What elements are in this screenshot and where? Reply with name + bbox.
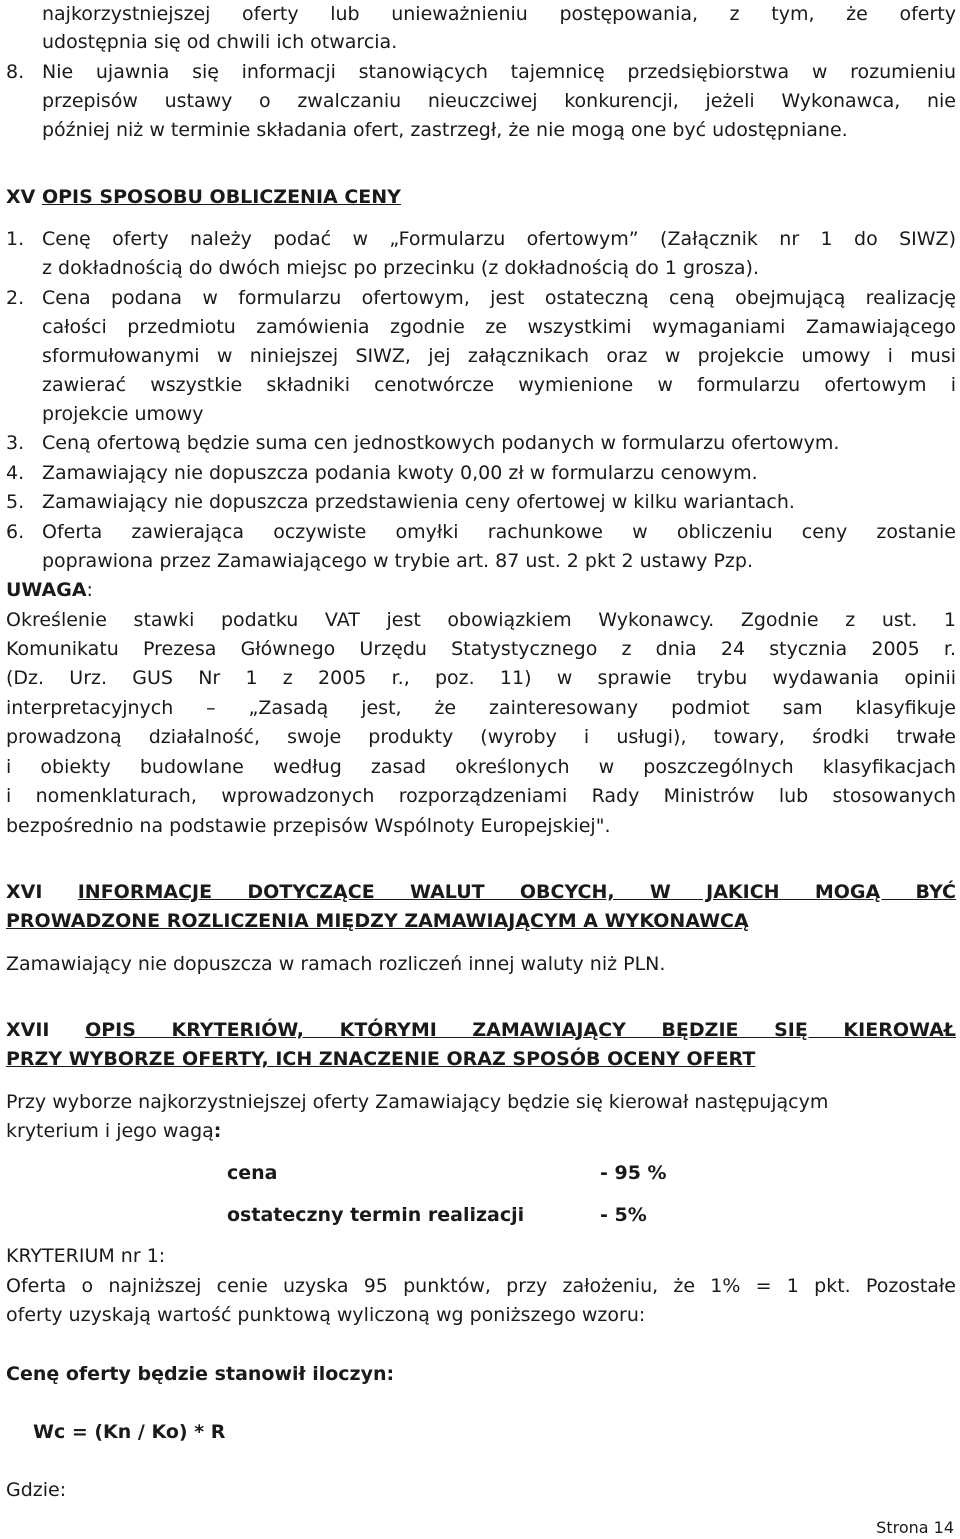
criterion-2-name: ostateczny termin realizacji xyxy=(227,1204,525,1226)
section-16-title-line-2: PROWADZONE ROZLICZENIA MIĘDZY ZAMAWIAJĄCYM A WYKONAWCĄ xyxy=(6,910,749,932)
item-8-number: 8. xyxy=(6,61,25,83)
note-line-1: Określenie stawki podatku VAT jest obowiązkiem Wykonawcy. Zgodnie z ust. 1 xyxy=(6,609,956,631)
section-17-heading-line-2 xyxy=(6,1045,755,1073)
note-line-6: i obiekty budowlane według zasad określonych w poszczególnych klasyfikacjach xyxy=(6,756,956,778)
note-colon: : xyxy=(86,579,93,601)
price-formula: Wc = (Kn / Ko) * R xyxy=(33,1421,226,1443)
criterion-1-desc-line-2: oferty uzyskają wartość punktową wyliczoną wg poniższego wzoru: xyxy=(6,1304,646,1326)
criterion-2-weight: - 5% xyxy=(600,1204,647,1226)
note-heading xyxy=(6,576,93,604)
section-17-intro-colon: : xyxy=(213,1120,222,1142)
s15-item-5-line-1: Zamawiający nie dopuszcza przedstawienia ceny ofertowej w kilku wariantach. xyxy=(42,491,795,513)
s15-item-2-line-1: Cena podana w formularzu ofertowym, jest ostateczną ceną obejmującą realizację xyxy=(42,287,956,309)
s15-item-1-line-2: z dokładnością do dwóch miejsc po przecinku (z dokładnością do 1 grosza). xyxy=(42,257,760,279)
intro-line-1: najkorzystniejszej oferty lub unieważnieniu postępowania, z tym, że oferty xyxy=(42,3,956,25)
section-17-title-line-1: OPIS KRYTERIÓW, KTÓRYMI ZAMAWIAJĄCY BĘDZIE SIĘ KIEROWAŁ xyxy=(85,1019,956,1041)
criterion-1-weight: - 95 % xyxy=(600,1162,667,1184)
note-line-4: interpretacyjnych – „Zasadą jest, że zainteresowany podmiot sam klasyfikuje xyxy=(6,697,956,719)
criterion-1-desc-line-1: Oferta o najniższej cenie uzyska 95 punktów, przy założeniu, że 1% = 1 pkt. Pozostałe xyxy=(6,1275,956,1297)
item-8-line-1: Nie ujawnia się informacji stanowiących tajemnicę przedsiębiorstwa w rozumieniu xyxy=(42,61,956,83)
s15-item-2-line-4: zawierać wszystkie składniki cenotwórcze wymienione w formularzu ofertowym i xyxy=(42,374,956,396)
section-17-intro-line-2 xyxy=(6,1117,221,1145)
criterion-1-name: cena xyxy=(227,1162,278,1184)
s15-item-2-line-3: sformułowanymi w niniejszej SIWZ, jej załącznikach oraz w projekcie umowy i musi xyxy=(42,345,956,367)
s15-item-4-line-1: Zamawiający nie dopuszcza podania kwoty 0,00 zł w formularzu cenowym. xyxy=(42,462,758,484)
note-line-5: prowadzoną działalność, swoje produkty (wyroby i usługi), towary, środki trwałe xyxy=(6,726,956,748)
criterion-1-label: KRYTERIUM nr 1: xyxy=(6,1245,166,1267)
section-16-heading-line-1 xyxy=(6,878,956,906)
section-17-intro-text: kryterium i jego wagą xyxy=(6,1120,214,1142)
item-8-line-3: później niż w terminie składania ofert, zastrzegł, że nie mogą one być udostępniane. xyxy=(42,119,848,141)
section-15-heading xyxy=(6,183,401,211)
s15-item-6-line-2: poprawiona przez Zamawiającego w trybie art. 87 ust. 2 pkt 2 ustawy Pzp. xyxy=(42,550,753,572)
section-15-title: OPIS SPOSOBU OBLICZENIA CENY xyxy=(41,186,401,208)
note-line-2: Komunikatu Prezesa Głównego Urzędu Statystycznego z dnia 24 stycznia 2005 r. xyxy=(6,638,956,660)
s15-item-3-number: 3. xyxy=(6,432,25,454)
note-line-7: i nomenklaturach, wprowadzonych rozporządzeniami Rady Ministrów lub stosowanych xyxy=(6,785,956,807)
s15-item-2-line-2: całości przedmiotu zamówienia zgodnie ze wszystkimi wymaganiami Zamawiającego xyxy=(42,316,956,338)
intro-line-2: udostępnia się od chwili ich otwarcia. xyxy=(42,31,398,53)
s15-item-5-number: 5. xyxy=(6,491,25,513)
section-17-prefix: XVII xyxy=(6,1019,50,1041)
section-17-intro-line-1: Przy wyborze najkorzystniejszej oferty Zamawiający będzie się kierował następującym xyxy=(6,1091,829,1113)
where-label: Gdzie: xyxy=(6,1479,67,1501)
section-16-title-line-1: INFORMACJE DOTYCZĄCE WALUT OBCYCH, W JAKICH MOGĄ BYĆ xyxy=(77,881,956,903)
section-15-prefix: XV xyxy=(6,186,36,208)
section-16-heading-line-2 xyxy=(6,907,749,935)
section-16-body: Zamawiający nie dopuszcza w ramach rozliczeń innej waluty niż PLN. xyxy=(6,953,666,975)
page-number: Strona 14 xyxy=(876,1518,954,1537)
section-17-title-line-2: PRZY WYBORZE OFERTY, ICH ZNACZENIE ORAZ SPOSÓB OCENY OFERT xyxy=(6,1048,756,1070)
s15-item-2-number: 2. xyxy=(6,287,25,309)
s15-item-4-number: 4. xyxy=(6,462,25,484)
product-label: Cenę oferty będzie stanowił iloczyn: xyxy=(6,1363,395,1385)
s15-item-2-line-5: projekcie umowy xyxy=(42,403,204,425)
s15-item-6-line-1: Oferta zawierająca oczywiste omyłki rachunkowe w obliczeniu ceny zostanie xyxy=(42,521,956,543)
section-16-prefix: XVI xyxy=(6,881,43,903)
section-17-heading-line-1 xyxy=(6,1016,956,1044)
note-line-8: bezpośrednio na podstawie przepisów Wspólnoty Europejskiej". xyxy=(6,815,611,837)
s15-item-3-line-1: Ceną ofertową będzie suma cen jednostkowych podanych w formularzu ofertowym. xyxy=(42,432,840,454)
s15-item-1-line-1: Cenę oferty należy podać w „Formularzu ofertowym” (Załącznik nr 1 do SIWZ) xyxy=(42,228,956,250)
item-8-line-2: przepisów ustawy o zwalczaniu nieuczciwej konkurencji, jeżeli Wykonawca, nie xyxy=(42,90,956,112)
note-line-3: (Dz. Urz. GUS Nr 1 z 2005 r., poz. 11) w sprawie trybu wydawania opinii xyxy=(6,667,956,689)
note-label: UWAGA xyxy=(6,579,87,601)
s15-item-1-number: 1. xyxy=(6,228,25,250)
s15-item-6-number: 6. xyxy=(6,521,25,543)
